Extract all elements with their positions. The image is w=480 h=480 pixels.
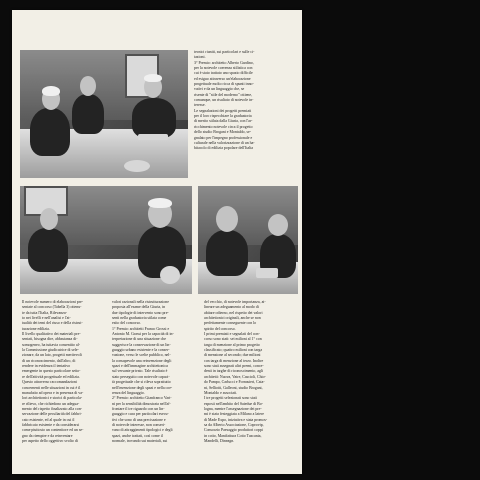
photo-middle-right [198,186,298,294]
text-line: classificato; quattro milioni con targa [204,348,263,353]
text-line: to nei livelli e nell'analisi e l'at- [22,316,71,321]
text-line: sentate al concorso (Tabella 3) ottenu- [22,305,82,310]
text-line: mento del rispetto finalizzato alla con- [22,406,82,411]
text-line: risente di "stile del moderno" ottiene, [194,92,253,97]
text-line: te da tutta l'Italia, Rilevanza- [22,310,67,315]
text-line: ricchimento notevole circa il progetto [194,124,253,129]
text-line: perfettamente conseguente con lo [204,321,257,326]
text-line: denti in targhe di riconoscimento, agli [204,369,264,374]
text-line: servazione delle peculiarità del fabbri- [22,412,82,417]
photo-top-left [20,50,188,178]
text-line: 3° Premio: architetto Alberto Gardino, [194,60,254,65]
text-line: architetti: Nuova, Vaire, Cascioli, Chio- [204,374,266,379]
text-line: lori architettonici e storici di particola- [22,396,83,401]
text-line: cui è stato trattato uno spazio difficile [194,71,253,76]
text-line: sa da Alberto Associazione, Coprovip, [204,422,264,427]
text-line: Il notevole numero di elaborazioni pre- [22,300,84,304]
text-line: guaggio urbano esistente e la conser- [112,348,170,353]
text-line: 2° Premio: architetto Gianfranco Vari- [112,396,172,401]
text-line: tualità dei temi del riuso e della ristrut- [22,321,83,326]
text-line: emergente in questo particolare setto- [22,369,81,374]
text-line: I tre progetti selezionati sono stati [204,396,257,401]
text-line: esposti nell'ambito del Saiedue di Bo- [204,401,263,406]
text-line: comunque, un risultato di notevole in- [194,98,254,103]
text-line: per il loro rispecchiare la graduatoria [194,114,252,119]
text-line: re dell'attività progettuale ed edilizia. [22,374,80,379]
text-line: do Pampo, Carlucci e Fornasieri, Cata- [204,380,265,385]
photo-middle-left [20,186,192,294]
text-line: vativi e da un linguaggio che, se [194,87,245,92]
text-line: senti nella graduatoria stilata come [112,316,167,321]
text-line: tà progettuale che si rileva soprattutto [112,380,171,385]
text-line: spazi, anche trattati, così come il [112,433,163,438]
text-line: 1° Premio: architetti Franco Grossi e [112,326,170,331]
text-line: zionare, da un lato, progetti meritevoli [22,353,82,358]
text-line: ni, Selliotti, Galleoni, studio Brogani, [204,385,263,390]
text-line: architettonici originali, anche se non [204,316,261,321]
text-line: valori razionali nella ristrutturazione [112,300,169,304]
text-line: logna, mentre l'assegnazione dei pre- [204,406,262,411]
text-line: per la notevole coerenza stilistica con [194,66,253,71]
text-column-bottom-right [204,300,294,444]
magazine-page [12,10,302,474]
text-line: normale, trovando sui materiali, sui [112,438,168,443]
text-line: di notevole interesse, non conseri- [112,422,166,427]
text-line: Questo attraverso raccomandazioni [22,380,77,385]
text-line: renza del linguaggio. [112,390,145,395]
text-line: manufatto ad opera e in presenza di va- [22,390,84,395]
text-line: del vecchio, di notevole importanza, ai- [204,300,266,304]
text-line: gnalato per l'impegno professionale e [194,135,253,140]
text-line: mi è stata festeggiata a Milano a latere [204,412,264,417]
text-line: progettuale molto ricca di spunti inno- [194,82,254,87]
text-line: gno da riempire e da reinventare [22,433,73,438]
text-line: cato esistente, ed al quale in cui il [22,417,75,422]
text-line: come piuttosto un contenitore ed un se- [22,428,84,433]
text-line: nell'invenzione degli spazi e nella coe- [112,385,173,390]
text-line: I primi premiati e segnalati del con- [204,332,260,337]
text-column-bottom-middle [112,300,198,444]
text-line: spazi e dell'immagine architettonica [112,364,168,369]
text-line: ni per la sensibilità dimostrata nell'af- [112,401,171,406]
text-line: Il livello qualitativo dei materiali pre- [22,332,81,337]
text-line: Montaldo e associati. [204,390,238,395]
text-line: somogeneo, ha tuttavia consentito al- [22,342,81,347]
text-line: vano di attraggimenti tipologici e degli [112,428,173,433]
text-line: con targa di menzione al terzo. Inoltre [204,358,264,363]
text-column-top-right [194,50,294,152]
text-column-bottom-left [22,300,108,444]
text-line: bitacolo di edilizia popolare dell'Italia [194,146,254,151]
text-line: sentati, bisogna dire, abbastanza di- [22,337,78,342]
text-line: re rilievo, che richiedono un adegua- [22,401,80,406]
text-line: in cotto, Manifattura Cotto Tuscania, [204,433,262,438]
text-line: Mandelli, Dineagn. [204,438,235,443]
text-line: sul versante privato. Tale risultato è [112,369,168,374]
text-line: vazione, verso le scelte pubblico, nel- [112,353,171,358]
text-line: proposta all'esame della Giuria, in [112,305,166,310]
text-line: Le segnalazioni dei progetti premiati [194,108,252,113]
text-line: tivi che sono di una precisazione e [112,417,166,422]
text-line: la consapevole una reinvenzione degli [112,358,172,363]
text-line: abitare odierno, nel rispetto dei valori [204,310,263,315]
text-line: due tipologie di intervento sono pre- [112,310,169,315]
text-line: teresse. [194,103,206,108]
text-line: la Commissione giudicatrice di sele- [22,348,79,353]
text-line: ed esiguo attraverso un'elaborazione [194,76,251,81]
text-line: tecnici riuniti, sui particolari e sulle ci- [194,50,255,54]
text-line: di un riconoscimento, dall'altro, di [22,358,76,363]
text-line: di menzione al secondo; due milioni [204,353,261,358]
text-line: lineare un adeguamento al modo di [204,305,259,310]
text-line: terpretazione di una situazione che [112,337,167,342]
text-line: targa di menzione al primo progetto [204,342,260,347]
text-line: stato perseguito con notevole capaci- [112,374,170,379]
text-line: frontare il tre riguardo con un lin- [112,406,165,411]
text-line: esito del concorso. [112,321,142,326]
text-line: tazioni. [194,55,206,60]
text-line: turazione edilizia. [22,326,50,331]
text-line: sono stati assegnati altri premi, conce- [204,364,264,369]
text-line: concernenti nelle situazioni in cui è il [22,385,81,390]
text-line: Consorzio Paesaggio produttori coppi [204,428,263,433]
text-line: spirito del concorso. [204,326,236,331]
text-line: per aspetto dello oggettivo svolto di [22,438,78,443]
text-line: fabbricato esistente e da considerarsi [22,422,80,427]
text-line: di Made Expo, iniziativa e stata promos- [204,417,268,422]
text-line: guaggio e cura per particolari esecu- [112,412,169,417]
text-line: culturale nella valorizzazione di un ha- [194,140,255,145]
text-line: rendere in evidenza il tentativo [22,364,71,369]
text-line: corso sono stati: sei milioni al 1° con [204,337,262,342]
text-line: dello studio Brogani e Montaldo, se- [194,130,252,135]
text-line: suggerisce la conservazione di un lin- [112,342,171,347]
text-line: Antonio M. Grassi per la capacità di in- [112,332,174,337]
text-line: di merito stilata dalla Giuria, con l'ar- [194,119,253,124]
